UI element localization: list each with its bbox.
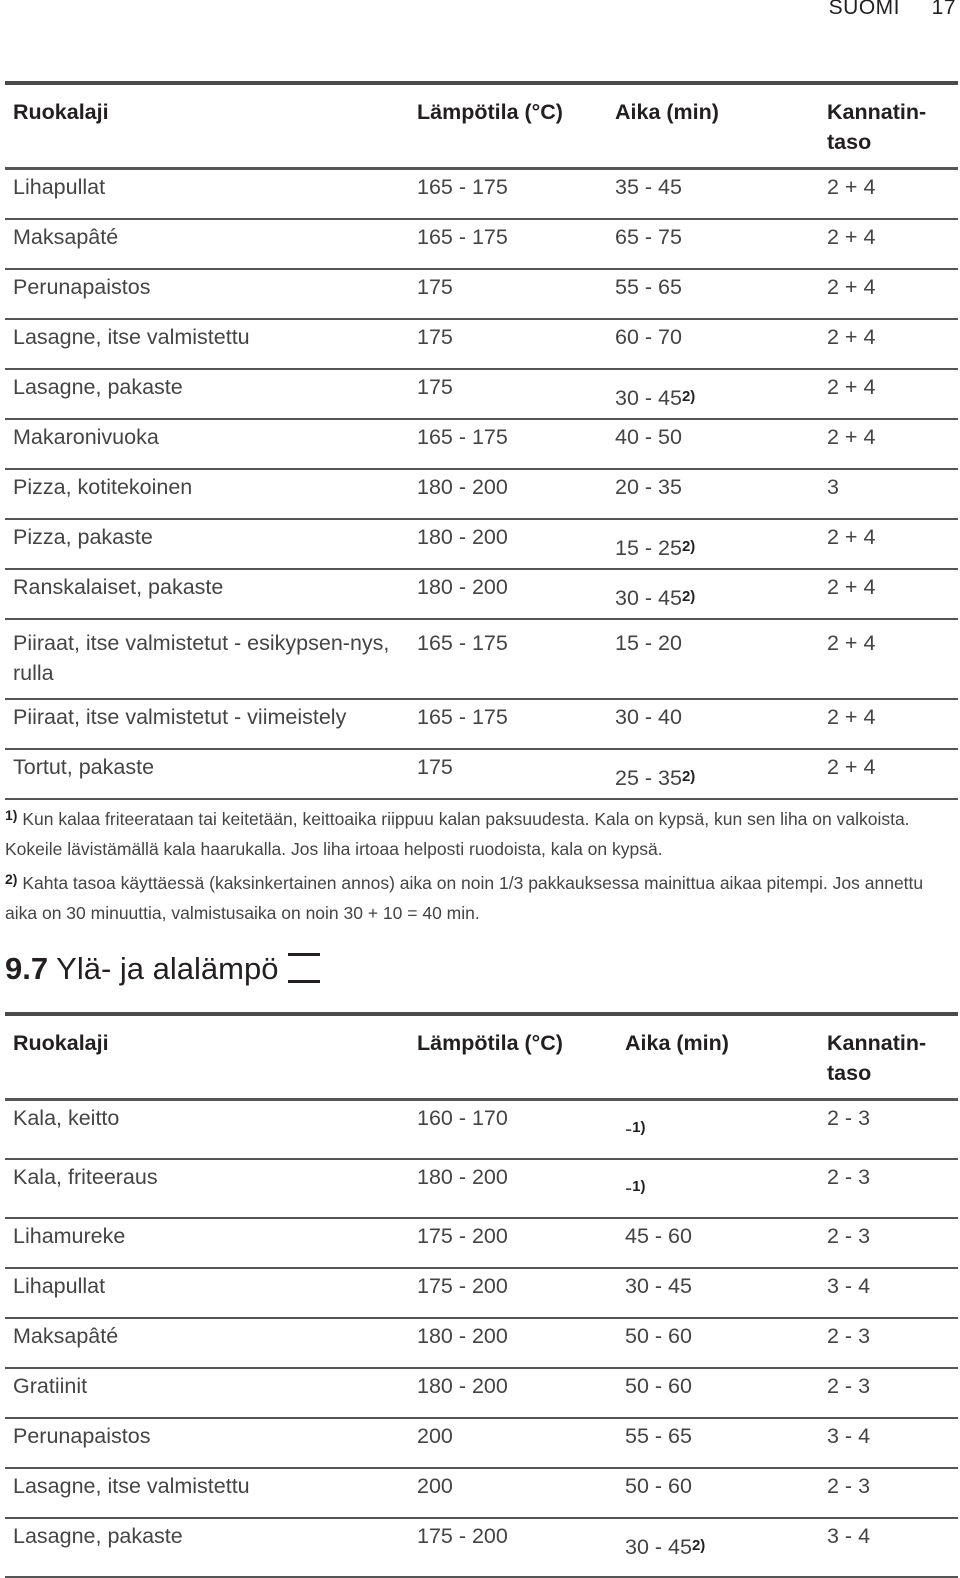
time-cell xyxy=(607,749,819,799)
temperature-cell: 175 xyxy=(409,269,607,319)
shelf-level-cell: 2 + 4 xyxy=(819,269,958,319)
table-row xyxy=(5,1159,958,1218)
time-cell xyxy=(617,1418,819,1468)
temperature-cell: 180 - 200 xyxy=(409,1318,617,1368)
page-number: 17 xyxy=(931,0,956,19)
shelf-level-cell: 2 + 4 xyxy=(819,569,958,619)
temperature-cell: 180 - 200 xyxy=(409,519,607,569)
footnote-ref: 2) xyxy=(681,538,696,555)
time-cell xyxy=(617,1159,819,1218)
table-row xyxy=(5,569,958,619)
shelf-level-cell: 3 xyxy=(819,469,958,519)
temperature-cell: 165 - 175 xyxy=(409,219,607,269)
footnote-ref: 2) xyxy=(681,388,696,405)
table-row xyxy=(5,369,958,419)
top-bottom-heat-icon xyxy=(286,953,320,983)
time-value: 20 - 35 xyxy=(615,475,682,499)
time-cell xyxy=(607,319,819,369)
footnote-1 xyxy=(5,800,955,864)
temperature-cell: 165 - 175 xyxy=(409,419,607,469)
table-row xyxy=(5,1418,958,1468)
table-row xyxy=(5,219,958,269)
footnote-ref: 2) xyxy=(681,768,696,785)
footnote-marker: 1) xyxy=(5,807,18,823)
table-row xyxy=(5,319,958,369)
temperature-cell: 160 - 170 xyxy=(409,1100,617,1160)
time-cell xyxy=(617,1468,819,1518)
time-value: 50 - 60 xyxy=(625,1324,692,1348)
dish-cell: Lasagne, itse valmistettu xyxy=(5,1468,409,1518)
time-cell xyxy=(607,169,819,220)
time-cell xyxy=(617,1218,819,1268)
temperature-cell: 165 - 175 xyxy=(409,699,607,749)
shelf-level-cell: 2 - 3 xyxy=(819,1159,958,1218)
temperature-cell: 175 - 200 xyxy=(409,1218,617,1268)
shelf-level-cell: 3 - 4 xyxy=(819,1518,958,1577)
dish-cell: Lasagne, pakaste xyxy=(5,1518,409,1577)
time-value: 55 - 65 xyxy=(625,1424,692,1448)
time-value: 30 - 45 xyxy=(615,586,682,610)
time-cell xyxy=(607,269,819,319)
table-row xyxy=(5,1268,958,1318)
time-cell xyxy=(607,619,819,699)
dish-cell: Lihamureke xyxy=(5,1218,409,1268)
table-row xyxy=(5,749,958,799)
footnote-text: Kun kalaa friteerataan tai keitetään, keittoaika riippuu kalan paksuudesta. Kala on kypsä, kun sen liha on valkoista. Kokeile lävistämällä kala haarukalla. Jos liha irtoaa helposti ruodoista, kala on kypsä. xyxy=(5,809,910,859)
dish-cell: Perunapaistos xyxy=(5,1418,409,1468)
table-row xyxy=(5,1100,958,1160)
column-header-dish: Ruokalaji xyxy=(5,83,409,169)
footnote-2 xyxy=(5,864,955,928)
dish-cell: Kala, friteeraus xyxy=(5,1159,409,1218)
footnote-marker: 2) xyxy=(5,871,18,887)
dish-cell: Perunapaistos xyxy=(5,269,409,319)
temperature-cell: 180 - 200 xyxy=(409,1368,617,1418)
dish-cell: Lihapullat xyxy=(5,169,409,220)
table-row xyxy=(5,1318,958,1368)
temperature-cell: 165 - 175 xyxy=(409,619,607,699)
shelf-level-cell: 2 + 4 xyxy=(819,369,958,419)
time-value: 30 - 45 xyxy=(625,1535,692,1559)
time-cell xyxy=(607,469,819,519)
shelf-level-cell: 2 + 4 xyxy=(819,319,958,369)
column-header-time: Aika (min) xyxy=(607,83,819,169)
time-value: 45 - 60 xyxy=(625,1224,692,1248)
table-row xyxy=(5,699,958,749)
shelf-level-cell: 2 - 3 xyxy=(819,1100,958,1160)
shelf-level-cell: 2 + 4 xyxy=(819,169,958,220)
temperature-cell: 180 - 200 xyxy=(409,569,607,619)
footnotes xyxy=(5,800,955,928)
dish-cell: Gratiinit xyxy=(5,1368,409,1418)
shelf-level-cell: 2 - 3 xyxy=(819,1218,958,1268)
cooking-table-2 xyxy=(5,1012,958,1578)
dish-cell: Pizza, pakaste xyxy=(5,519,409,569)
column-header-temperature: Lämpötila (°C) xyxy=(409,1014,617,1100)
time-value: 55 - 65 xyxy=(615,275,682,299)
footnote-ref: 2) xyxy=(691,1537,706,1554)
dish-cell: Makaronivuoka xyxy=(5,419,409,469)
time-value: 15 - 20 xyxy=(615,631,682,655)
time-value: - xyxy=(625,1176,633,1200)
dish-cell: Ranskalaiset, pakaste xyxy=(5,569,409,619)
time-cell xyxy=(607,519,819,569)
time-cell xyxy=(617,1100,819,1160)
time-value: 40 - 50 xyxy=(615,425,682,449)
section-title: Ylä- ja alalämpö xyxy=(56,951,279,986)
time-cell xyxy=(617,1268,819,1318)
temperature-cell: 180 - 200 xyxy=(409,1159,617,1218)
section-number: 9.7 xyxy=(5,951,49,986)
time-value: 50 - 60 xyxy=(625,1474,692,1498)
time-cell xyxy=(617,1518,819,1577)
footnote-ref: 1) xyxy=(632,1119,646,1136)
time-value: 50 - 60 xyxy=(625,1374,692,1398)
table-header-row xyxy=(5,83,958,169)
dish-cell: Tortut, pakaste xyxy=(5,749,409,799)
time-value: 35 - 45 xyxy=(615,175,682,199)
temperature-cell: 175 xyxy=(409,319,607,369)
time-value: 65 - 75 xyxy=(615,225,682,249)
time-value: - xyxy=(625,1117,633,1141)
time-cell xyxy=(617,1368,819,1418)
shelf-level-cell: 2 - 3 xyxy=(819,1368,958,1418)
shelf-level-cell: 2 + 4 xyxy=(819,699,958,749)
table-row xyxy=(5,1218,958,1268)
time-cell xyxy=(607,699,819,749)
shelf-level-cell: 2 + 4 xyxy=(819,219,958,269)
table-row xyxy=(5,169,958,220)
footnote-text: Kahta tasoa käyttäessä (kaksinkertainen annos) aika on noin 1/3 pakkauksessa mainittua aikaa pitempi. Jos annettu aika on 30 minuuttia, valmistusaika on noin 30 + 10 = 40 min. xyxy=(5,873,924,923)
dish-cell: Piiraat, itse valmistetut - viimeistely xyxy=(5,699,409,749)
column-header-shelf-level: Kannatin-taso xyxy=(819,1014,958,1100)
shelf-level-cell: 2 + 4 xyxy=(819,419,958,469)
shelf-level-cell: 2 - 3 xyxy=(819,1468,958,1518)
time-value: 30 - 45 xyxy=(615,386,682,410)
table-row xyxy=(5,519,958,569)
column-header-time: Aika (min) xyxy=(617,1014,819,1100)
table-row xyxy=(5,619,958,699)
table-row xyxy=(5,269,958,319)
time-value: 15 - 25 xyxy=(615,536,682,560)
dish-cell: Piiraat, itse valmistetut - esikypsen-nys, rulla xyxy=(5,619,409,699)
time-cell xyxy=(607,569,819,619)
dish-cell: Lasagne, pakaste xyxy=(5,369,409,419)
table-row xyxy=(5,1468,958,1518)
shelf-level-cell: 2 + 4 xyxy=(819,619,958,699)
dish-cell: Lasagne, itse valmistettu xyxy=(5,319,409,369)
dish-cell: Pizza, kotitekoinen xyxy=(5,469,409,519)
column-header-temperature: Lämpötila (°C) xyxy=(409,83,607,169)
temperature-cell: 175 xyxy=(409,369,607,419)
section-heading xyxy=(5,946,320,992)
table-row xyxy=(5,1368,958,1418)
table-row xyxy=(5,419,958,469)
time-value: 30 - 40 xyxy=(615,705,682,729)
time-cell xyxy=(607,419,819,469)
footnote-ref: 1) xyxy=(632,1178,646,1195)
temperature-cell: 200 xyxy=(409,1418,617,1468)
dish-cell: Maksapâté xyxy=(5,1318,409,1368)
table-header-row xyxy=(5,1014,958,1100)
temperature-cell: 175 - 200 xyxy=(409,1518,617,1577)
dish-cell: Maksapâté xyxy=(5,219,409,269)
time-cell xyxy=(617,1318,819,1368)
time-value: 30 - 45 xyxy=(625,1274,692,1298)
language-label: SUOMI xyxy=(828,0,900,19)
table-row xyxy=(5,1518,958,1577)
temperature-cell: 165 - 175 xyxy=(409,169,607,220)
temperature-cell: 180 - 200 xyxy=(409,469,607,519)
time-value: 25 - 35 xyxy=(615,766,682,790)
table-row xyxy=(5,469,958,519)
dish-cell: Kala, keitto xyxy=(5,1100,409,1160)
time-cell xyxy=(607,219,819,269)
footnote-ref: 2) xyxy=(681,588,696,605)
shelf-level-cell: 2 - 3 xyxy=(819,1318,958,1368)
time-value: 60 - 70 xyxy=(615,325,682,349)
shelf-level-cell: 3 - 4 xyxy=(819,1418,958,1468)
temperature-cell: 175 xyxy=(409,749,607,799)
temperature-cell: 200 xyxy=(409,1468,617,1518)
column-header-dish: Ruokalaji xyxy=(5,1014,409,1100)
column-header-shelf-level: Kannatin-taso xyxy=(819,83,958,169)
shelf-level-cell: 3 - 4 xyxy=(819,1268,958,1318)
shelf-level-cell: 2 + 4 xyxy=(819,519,958,569)
shelf-level-cell: 2 + 4 xyxy=(819,749,958,799)
temperature-cell: 175 - 200 xyxy=(409,1268,617,1318)
dish-cell: Lihapullat xyxy=(5,1268,409,1318)
time-cell xyxy=(607,369,819,419)
cooking-table-1 xyxy=(5,81,958,800)
